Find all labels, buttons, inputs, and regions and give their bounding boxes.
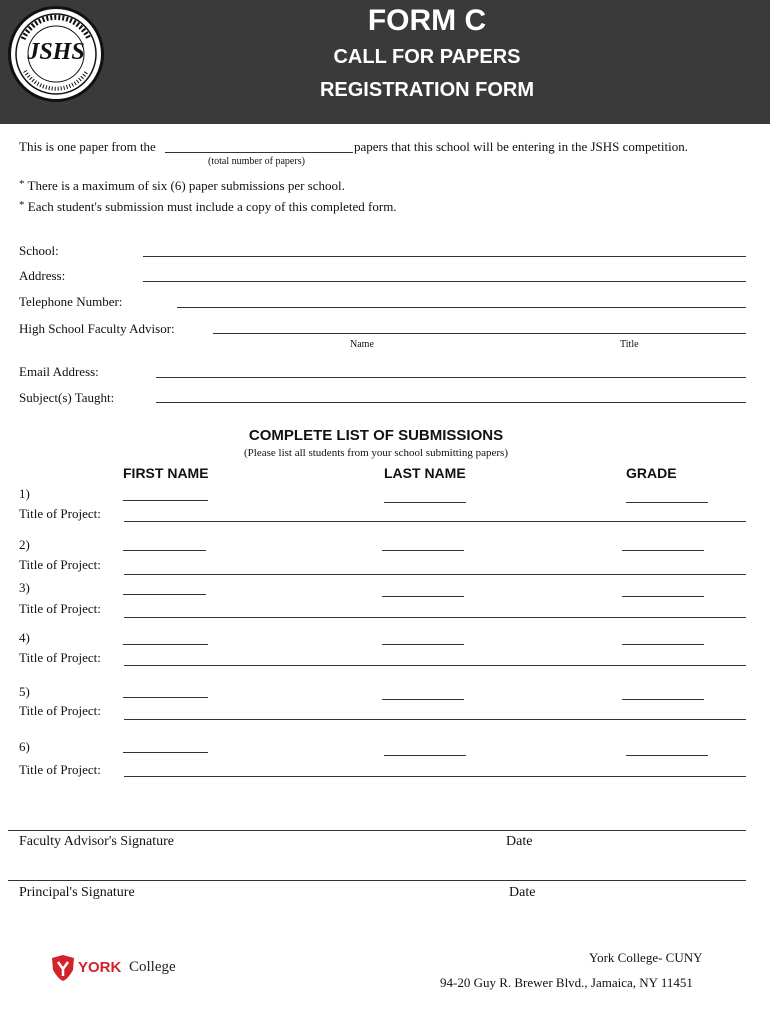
first-name-field[interactable]	[123, 594, 206, 595]
principal-signature-label: Principal's Signature	[19, 885, 135, 900]
project-title-field[interactable]	[124, 719, 746, 720]
telephone-field[interactable]	[177, 307, 746, 308]
project-title-label: Title of Project:	[19, 762, 101, 777]
row-number: 1)	[19, 486, 30, 501]
column-last-name: LAST NAME	[384, 465, 466, 481]
form-header	[0, 0, 770, 124]
school-label: School:	[19, 243, 59, 258]
total-papers-hint: (total number of papers)	[208, 156, 305, 167]
advisor-signature-label: Faculty Advisor's Signature	[19, 834, 174, 849]
last-name-field[interactable]	[382, 550, 464, 551]
grade-field[interactable]	[626, 755, 708, 756]
note-copy-required	[19, 199, 397, 215]
email-label: Email Address:	[19, 364, 99, 379]
logo-text: JSHS	[27, 39, 85, 65]
intro-text-start: This is one paper from the	[19, 139, 156, 154]
advisor-date-label: Date	[506, 834, 533, 849]
first-name-field[interactable]	[123, 644, 208, 645]
grade-field[interactable]	[622, 699, 704, 700]
project-title-field[interactable]	[124, 617, 746, 618]
row-number: 2)	[19, 537, 30, 552]
total-papers-field[interactable]	[165, 152, 353, 153]
note-text: Each student's submission must include a copy of this completed form.	[27, 199, 397, 214]
address-label: Address:	[19, 268, 66, 283]
principal-date-label: Date	[509, 885, 536, 900]
first-name-field[interactable]	[123, 550, 206, 551]
asterisk-icon: *	[19, 199, 25, 211]
email-field[interactable]	[156, 377, 746, 378]
project-title-field[interactable]	[124, 521, 746, 522]
logo-york: YORK	[78, 959, 122, 976]
logo-college: College	[129, 959, 176, 975]
last-name-field[interactable]	[384, 755, 466, 756]
first-name-field[interactable]	[123, 500, 208, 501]
grade-field[interactable]	[626, 502, 708, 503]
column-grade: GRADE	[626, 465, 677, 481]
advisor-signature-field[interactable]	[8, 830, 746, 831]
last-name-field[interactable]	[384, 502, 466, 503]
project-title-label: Title of Project:	[19, 650, 101, 665]
grade-field[interactable]	[622, 596, 704, 597]
column-first-name: FIRST NAME	[123, 465, 209, 481]
project-title-field[interactable]	[124, 574, 746, 575]
row-number: 3)	[19, 580, 30, 595]
last-name-field[interactable]	[382, 699, 464, 700]
footer-address: 94-20 Guy R. Brewer Blvd., Jamaica, NY 11451	[440, 975, 693, 990]
submissions-heading: COMPLETE LIST OF SUBMISSIONS	[248, 427, 504, 444]
first-name-field[interactable]	[123, 752, 208, 753]
project-title-label: Title of Project:	[19, 601, 101, 616]
form-subtitle-registration: REGISTRATION FORM	[319, 79, 535, 101]
jshs-logo	[8, 6, 104, 102]
last-name-field[interactable]	[382, 644, 464, 645]
form-subtitle-call: CALL FOR PAPERS	[333, 46, 521, 68]
note-text: There is a maximum of six (6) paper submissions per school.	[27, 178, 345, 193]
project-title-label: Title of Project:	[19, 557, 101, 572]
address-field[interactable]	[143, 281, 746, 282]
subjects-field[interactable]	[156, 402, 746, 403]
last-name-field[interactable]	[382, 596, 464, 597]
row-number: 5)	[19, 684, 30, 699]
advisor-field[interactable]	[213, 333, 746, 334]
submissions-subheading: (Please list all students from your school submitting papers)	[244, 447, 508, 459]
subjects-label: Subject(s) Taught:	[19, 390, 115, 405]
project-title-label: Title of Project:	[19, 703, 101, 718]
row-number: 6)	[19, 739, 30, 754]
advisor-label: High School Faculty Advisor:	[19, 321, 175, 336]
footer-college-name: York College- CUNY	[589, 950, 703, 965]
advisor-title-hint: Title	[620, 339, 639, 350]
york-college-logo	[50, 954, 190, 984]
asterisk-icon: *	[19, 178, 25, 190]
project-title-field[interactable]	[124, 665, 746, 666]
principal-signature-field[interactable]	[8, 880, 746, 881]
telephone-label: Telephone Number:	[19, 294, 123, 309]
project-title-label: Title of Project:	[19, 506, 101, 521]
advisor-name-hint: Name	[350, 339, 374, 350]
school-field[interactable]	[143, 256, 746, 257]
form-title: FORM C	[367, 4, 487, 37]
project-title-field[interactable]	[124, 776, 746, 777]
note-max-submissions	[19, 178, 345, 194]
grade-field[interactable]	[622, 644, 704, 645]
grade-field[interactable]	[622, 550, 704, 551]
row-number: 4)	[19, 630, 30, 645]
intro-text-end: papers that this school will be entering in the JSHS competition.	[354, 139, 688, 154]
york-shield-icon	[50, 954, 76, 982]
first-name-field[interactable]	[123, 697, 208, 698]
